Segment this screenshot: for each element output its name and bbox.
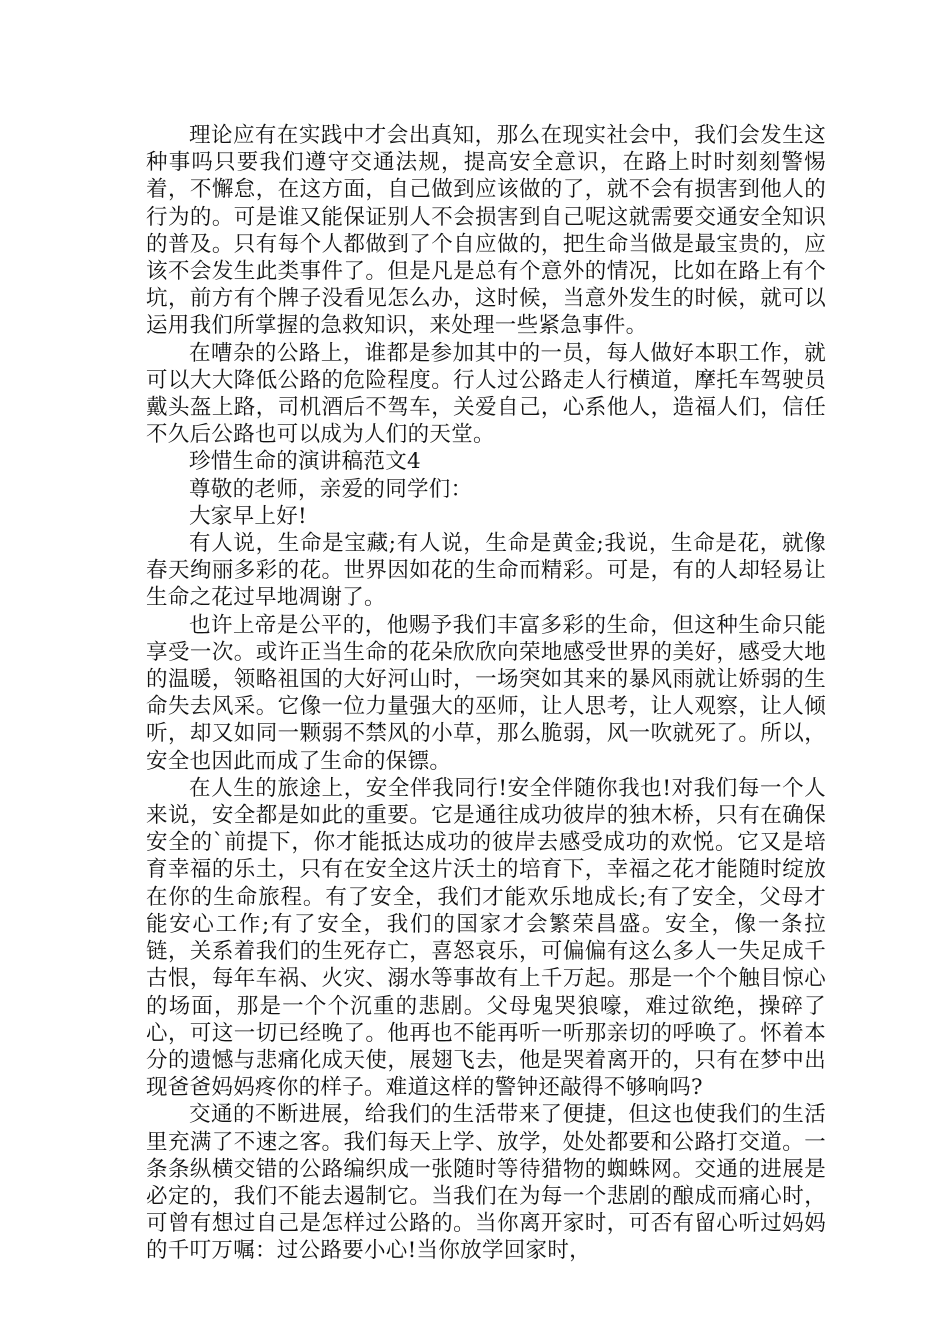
greeting: 大家早上好! xyxy=(189,503,307,529)
paragraph-5: 在人生的旅途上，安全伴我同行!安全伴随你我也!对我们每一个人来说，安全都是如此的重要。它是通往成功彼岸的独木桥，只有在确保安全的`前提下，你才能抵达成功的彼岸去感受成功的欢悦。它又是培育幸福的乐土，只有在安全这片沃土的培育下，幸福之花才能随时绽放在你的生命旅程。有了安全，我们才能欢乐地成长;有了安全，父母才能安心工作;有了安全，我们的国家才会繁荣昌盛。安全，像一条拉链，关系着我们的生死存亡，喜怒哀乐，可偏偏有这么多人一失足成千古恨，每年车祸、火灾、溺水等事故有上千万起。那是一个个触目惊心的场面，那是一个个沉重的悲剧。父母鬼哭狼嚎，难过欲绝，操碎了心，可这一切已经晚了。他再也不能再听一听那亲切的呼唤了。怀着本分的遗憾与悲痛化成天使，展翅飞去，他是哭着离开的，只有在梦中出现爸爸妈妈疼你的样子。难道这样的警钟还敲得不够响吗? xyxy=(146,775,826,1101)
paragraph-2: 在嘈杂的公路上，谁都是参加其中的一员，每人做好本职工作，就可以大大降低公路的危险程度。行人过公路走人行横道，摩托车驾驶员戴头盔上路，司机酒后不驾车，关爱自己，心系他人，造福人们，信任不久后公路也可以成为人们的天堂。 xyxy=(146,340,826,448)
document-body xyxy=(146,122,826,1265)
paragraph-6: 交通的不断进展，给我们的生活带来了便捷，但这也使我们的生活里充满了不速之客。我们每天上学、放学，处处都要和公路打交道。一条条纵横交错的公路编织成一张随时等待猎物的蜘蛛网。交通的进展是必定的，我们不能去遏制它。当我们在为每一个悲剧的酿成而痛心时，可曾有想过自己是怎样过公路的。当你离开家时，可否有留心听过妈妈的千叮万嘱：过公路要小心!当你放学回家时， xyxy=(146,1102,826,1264)
salutation: 尊敬的老师，亲爱的同学们： xyxy=(189,476,473,502)
paragraph-1: 理论应有在实践中才会出真知，那么在现实社会中，我们会发生这种事吗只要我们遵守交通法规，提高安全意识，在路上时时刻刻警惕着，不懈怠，在这方面，自己做到应该做的了，就不会有损害到他人的行为的。可是谁又能保证别人不会损害到自己呢这就需要交通安全知识的普及。只有每个人都做到了个自应做的，把生命当做是最宝贵的，应该不会发生此类事件了。但是凡是总有个意外的情况，比如在路上有个坑，前方有个牌子没看见怎么办，这时候，当意外发生的时候，就可以运用我们所掌握的急救知识，来处理一些紧急事件。 xyxy=(146,123,826,339)
paragraph-3: 有人说，生命是宝藏;有人说，生命是黄金;我说，生命是花，就像春天绚丽多彩的花。世界因如花的生命而精彩。可是，有的人却轻易让生命之花过早地凋谢了。 xyxy=(146,531,826,611)
section-heading: 珍惜生命的演讲稿范文4 xyxy=(189,449,421,475)
paragraph-4: 也许上帝是公平的，他赐予我们丰富多彩的生命，但这种生命只能享受一次。或许正当生命的花朵欣欣向荣地感受世界的美好，感受大地的温暖，领略祖国的大好河山时，一场突如其来的暴风雨就让娇弱的生命失去风采。它像一位力量强大的巫师，让人思考，让人观察，让人倾听，却又如同一颗弱不禁风的小草，那么脆弱，风一吹就死了。所以，安全也因此而成了生命的保镖。 xyxy=(146,612,826,774)
